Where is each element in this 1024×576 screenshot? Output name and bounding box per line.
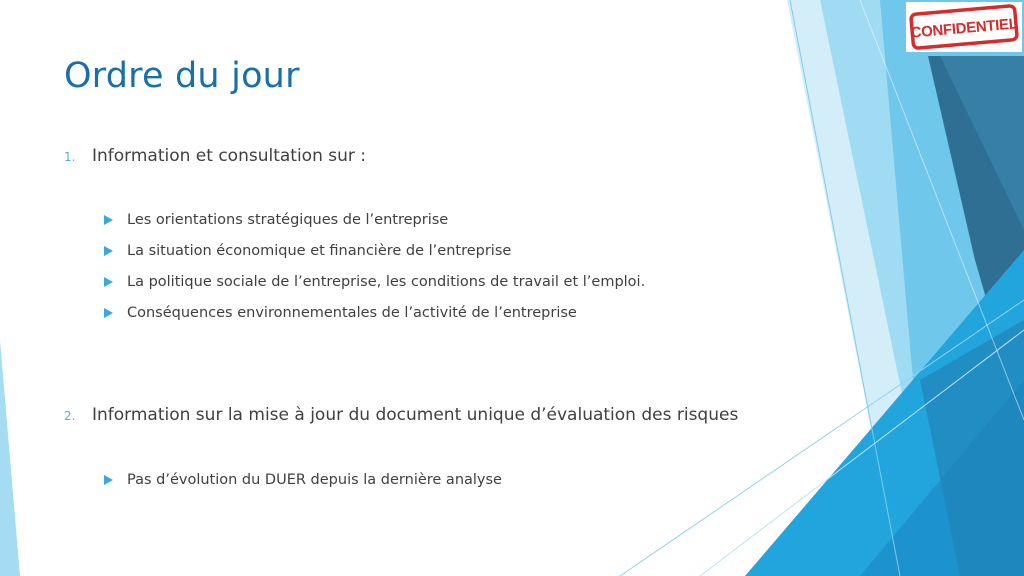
list-item xyxy=(104,305,577,321)
bullet-text: Conséquences environnementales de l’activité de l’entreprise xyxy=(127,305,577,321)
bullet-text: La politique sociale de l’entreprise, les conditions de travail et l’emploi. xyxy=(127,274,646,290)
bullet-text: Les orientations stratégiques de l’entreprise xyxy=(127,212,449,228)
triangle-bullet-icon xyxy=(104,215,113,225)
triangle-bullet-icon xyxy=(104,246,113,256)
triangle-bullet-icon xyxy=(104,308,113,318)
list-item xyxy=(104,274,645,290)
item-text: Information et consultation sur : xyxy=(92,146,367,166)
item-text: Information sur la mise à jour du document unique d’évaluation des risques xyxy=(92,405,739,425)
triangle-bullet-icon xyxy=(104,277,113,287)
agenda-item-1 xyxy=(64,146,366,166)
agenda-item-2 xyxy=(64,405,738,425)
confidential-stamp xyxy=(906,2,1022,52)
item-number: 1. xyxy=(64,150,76,164)
page-title: Ordre du jour xyxy=(64,56,300,96)
list-item xyxy=(104,212,448,228)
svg-text:CONFIDENTIEL: CONFIDENTIEL xyxy=(909,15,1019,42)
bullet-text: La situation économique et financière de l’entreprise xyxy=(127,243,512,259)
list-item xyxy=(104,243,511,259)
triangle-bullet-icon xyxy=(104,475,113,485)
list-item xyxy=(104,472,502,488)
item-number: 2. xyxy=(64,409,76,423)
bullet-text: Pas d’évolution du DUER depuis la dernière analyse xyxy=(127,472,502,488)
